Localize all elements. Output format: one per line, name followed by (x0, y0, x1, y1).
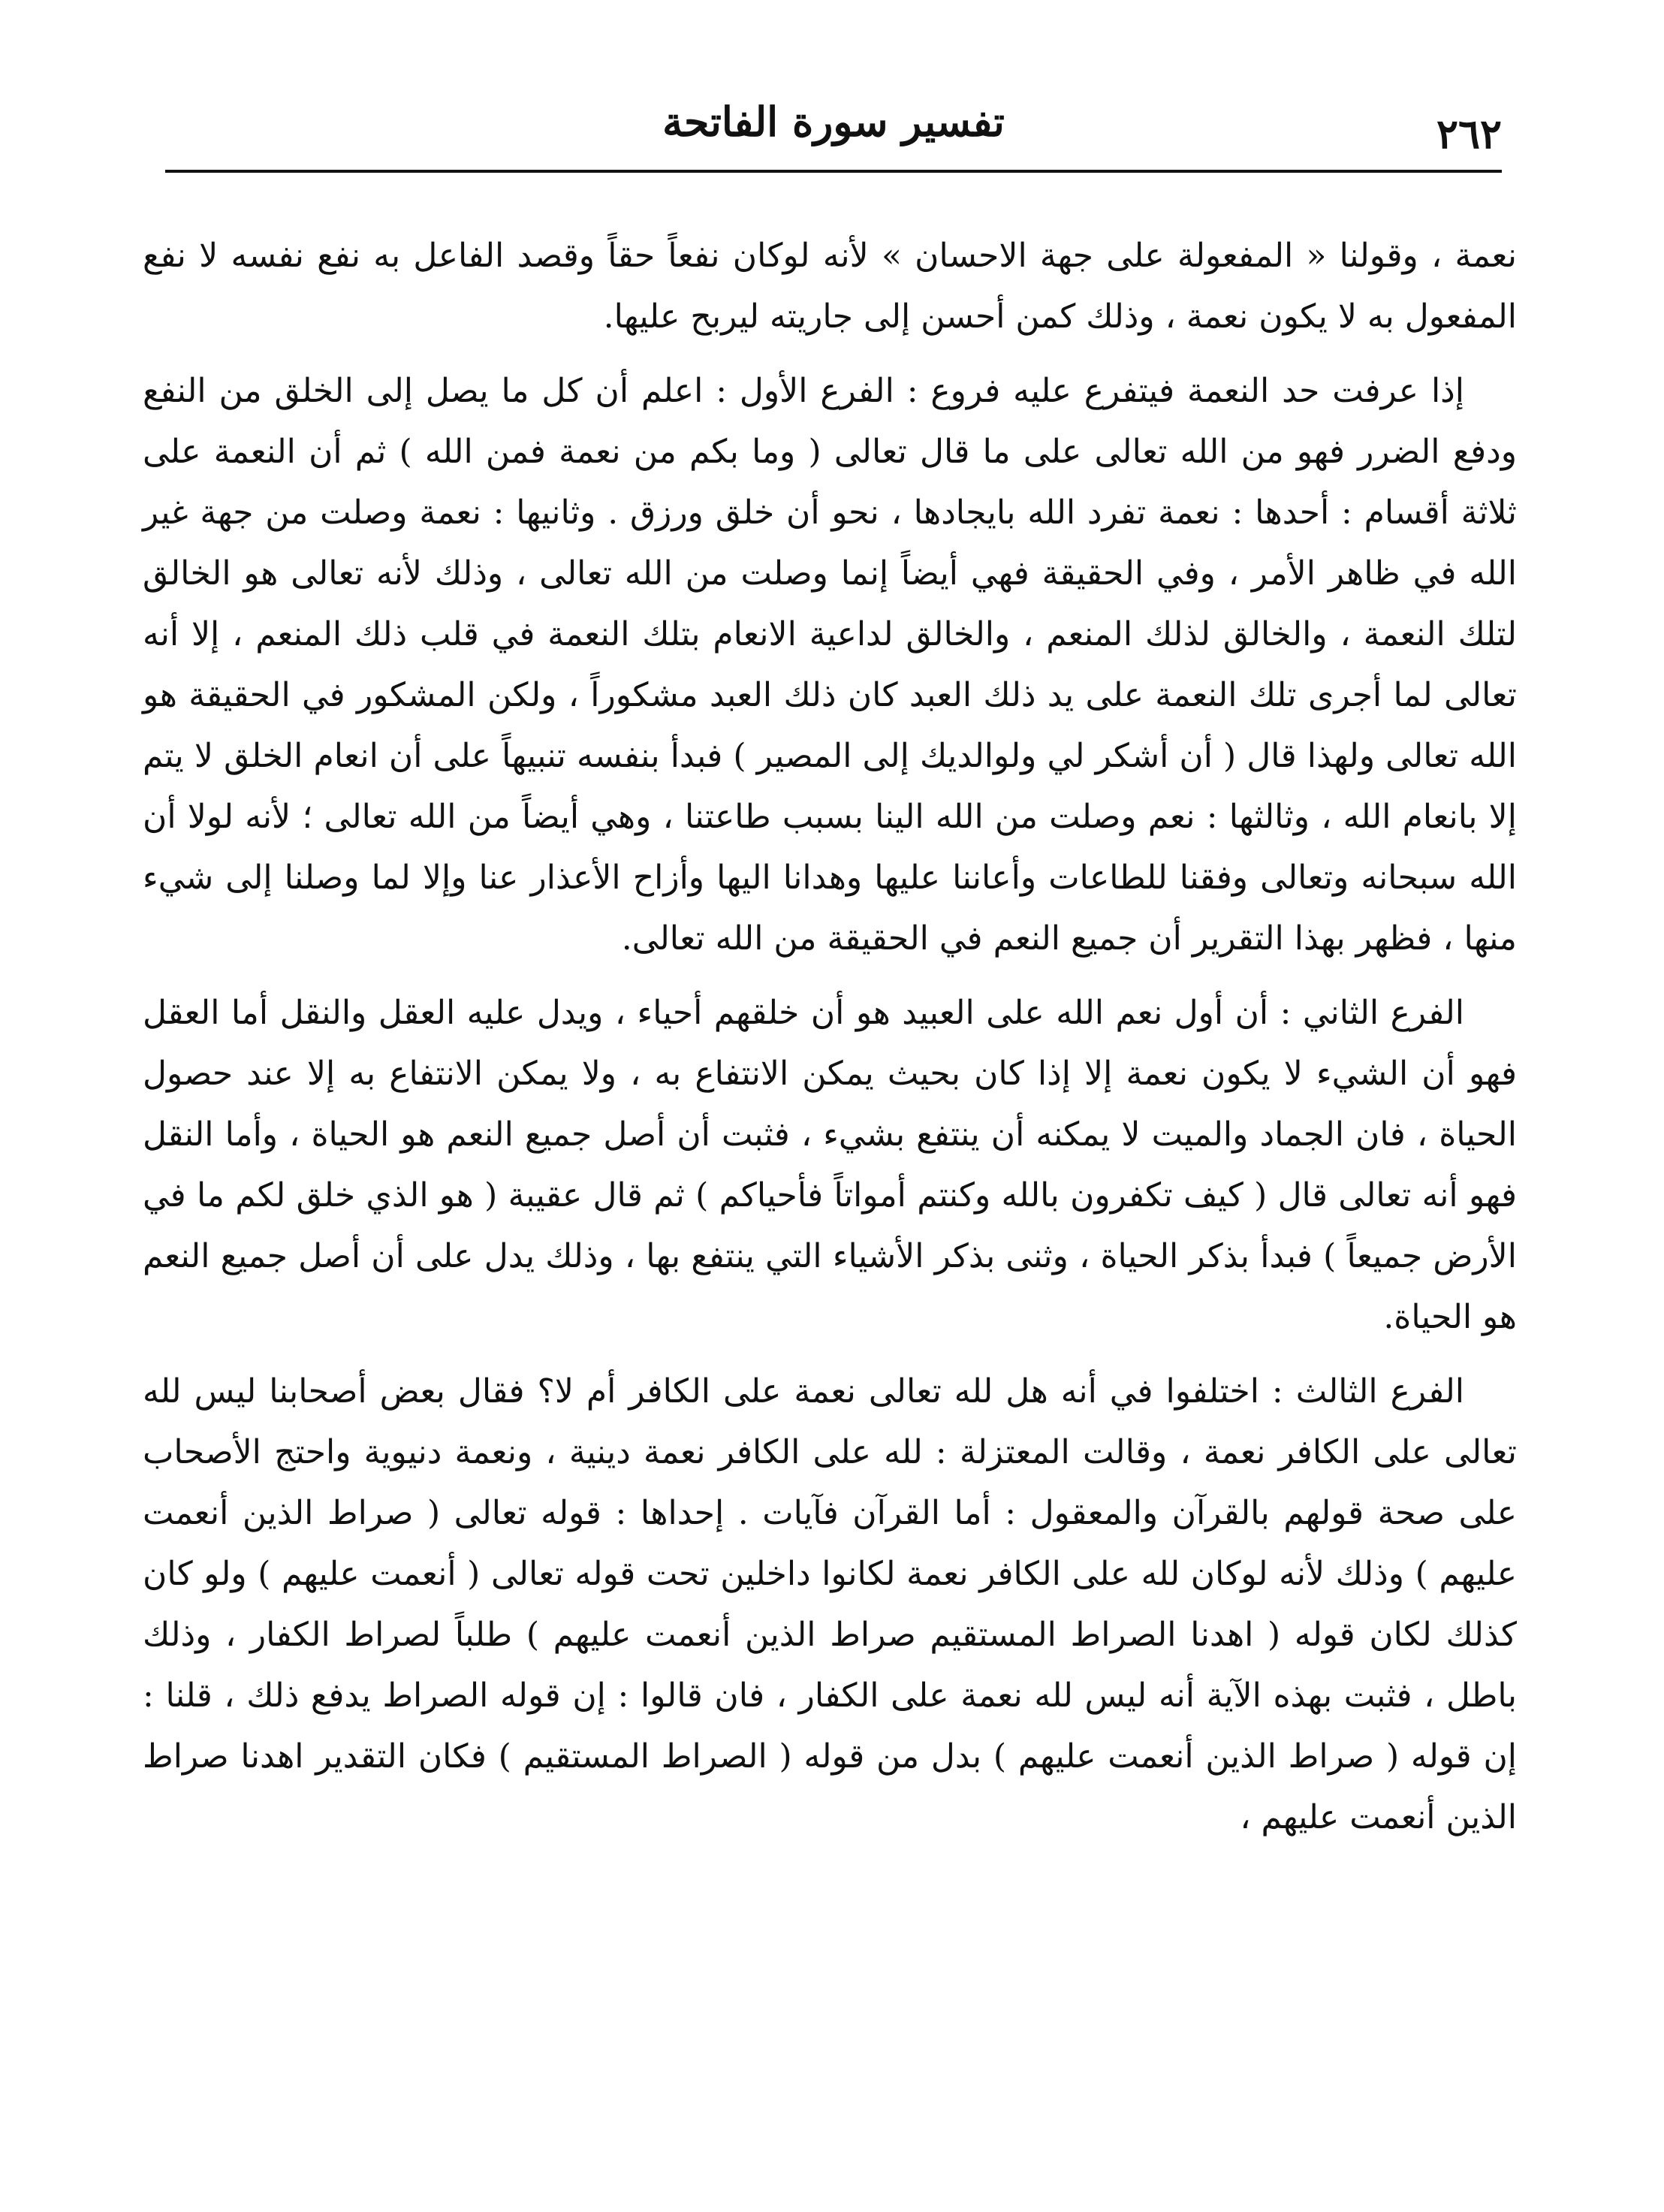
paragraph-3: الفرع الثاني : أن أول نعم الله على العبيد هو أن خلقهم أحياء ، ويدل عليه العقل والنقل أما العقل فهو أن الشيء لا يكون نعمة إلا إذا كان بحيث يمكن الانتفاع به ، ولا يمكن الانتفاع به إلا عند حصول الحياة ، فان الجماد والميت لا يمكنه أن ينتفع بشيء ، فثبت أن أصل جميع النعم هو الحياة ، وأما النقل فهو أنه تعالى قال ( كيف تكفرون بالله وكنتم أمواتاً فأحياكم ) ثم قال عقيبة ( هو الذي خلق لكم ما في الأرض جميعاً ) فبدأ بذكر الحياة ، وثنى بذكر الأشياء التي ينتفع بها ، وذلك يدل على أن أصل جميع النعم هو الحياة. (143, 994, 1517, 1336)
page-number: ٢٦٢ (1436, 110, 1502, 158)
paragraph-1: نعمة ، وقولنا « المفعولة على جهة الاحسان » لأنه لوكان نفعاً حقاً وقصد الفاعل به نفع نفسه لا نفع المفعول به لا يكون نعمة ، وذلك كمن أحسن إلى جاريته ليربح عليها. (143, 237, 1517, 336)
running-title: تفسير سورة الفاتحة (662, 98, 1005, 146)
page-header (165, 98, 1502, 173)
body-text (143, 225, 1517, 1861)
paragraph-2: إذا عرفت حد النعمة فيتفرع عليه فروع : الفرع الأول : اعلم أن كل ما يصل إلى الخلق من النفع ودفع الضرر فهو من الله تعالى على ما قال تعالى ( وما بكم من نعمة فمن الله ) ثم أن النعمة على ثلاثة أقسام : أحدها : نعمة تفرد الله بايجادها ، نحو أن خلق ورزق . وثانيها : نعمة وصلت من جهة غير الله في ظاهر الأمر ، وفي الحقيقة فهي أيضاً إنما وصلت من الله تعالى ، وذلك لأنه تعالى هو الخالق لتلك النعمة ، والخالق لذلك المنعم ، والخالق لداعية الانعام بتلك النعمة في قلب ذلك المنعم ، إلا أنه تعالى لما أجرى تلك النعمة على يد ذلك العبد كان ذلك العبد مشكوراً ، ولكن المشكور في الحقيقة هو الله تعالى ولهذا قال ( أن أشكر لي ولوالديك إلى المصير ) فبدأ بنفسه تنبيهاً على أن انعام الخلق لا يتم إلا بانعام الله ، وثالثها : نعم وصلت من الله الينا بسبب طاعتنا ، وهي أيضاً من الله تعالى ؛ لأنه لولا أن الله سبحانه وتعالى وفقنا للطاعات وأعاننا عليها وهدانا اليها وأزاح الأعذار عنا وإلا لما وصلنا إلى شيء منها ، فظهر بهذا التقرير أن جميع النعم في الحقيقة من الله تعالى. (143, 372, 1518, 958)
paragraph-4: الفرع الثالث : اختلفوا في أنه هل لله تعالى نعمة على الكافر أم لا؟ فقال بعض أصحابنا ليس لله تعالى على الكافر نعمة ، وقالت المعتزلة : لله على الكافر نعمة دينية ، ونعمة دنيوية واحتج الأصحاب على صحة قولهم بالقرآن والمعقول : أما القرآن فآيات . إحداها : قوله تعالى ( صراط الذين أنعمت عليهم ) وذلك لأنه لوكان لله على الكافر نعمة لكانوا داخلين تحت قوله تعالى ( أنعمت عليهم ) ولو كان كذلك لكان قوله ( اهدنا الصراط المستقيم صراط الذين أنعمت عليهم ) طلباً لصراط الكفار ، وذلك باطل ، فثبت بهذه الآية أنه ليس لله نعمة على الكفار ، فان قالوا : إن قوله الصراط يدفع ذلك ، قلنا : إن قوله ( صراط الذين أنعمت عليهم ) بدل من قوله ( الصراط المستقيم ) فكان التقدير اهدنا صراط الذين أنعمت عليهم ، (143, 1372, 1517, 1836)
header-rule (165, 170, 1502, 173)
